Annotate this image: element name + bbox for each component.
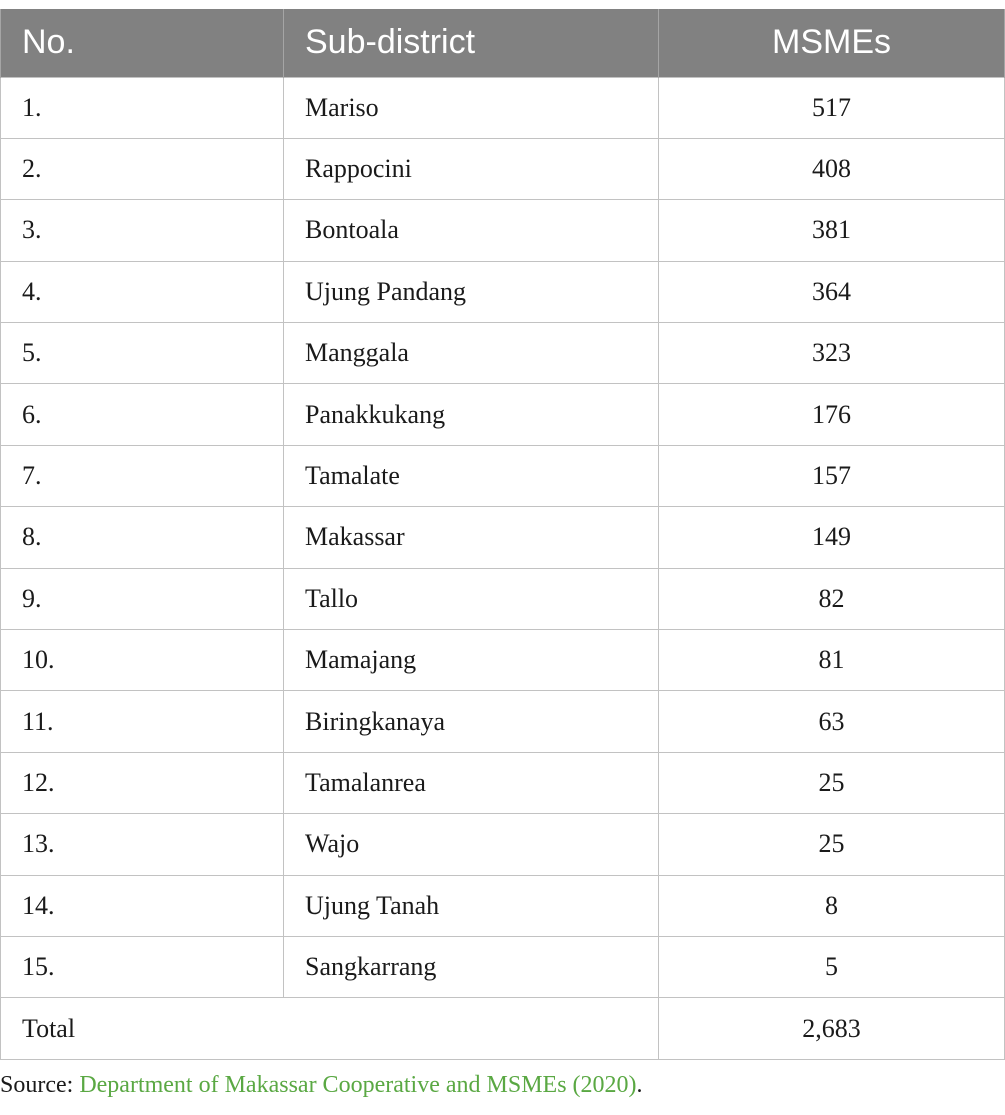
msme-count: 408 bbox=[659, 138, 1005, 199]
table-header-row bbox=[1, 9, 1005, 77]
sub-district-name: Tallo bbox=[284, 568, 659, 629]
table-row bbox=[1, 568, 1005, 629]
table-row bbox=[1, 936, 1005, 997]
sub-district-name: Rappocini bbox=[284, 138, 659, 199]
msme-count: 5 bbox=[659, 936, 1005, 997]
sub-district-name: Ujung Pandang bbox=[284, 261, 659, 322]
row-number: 3. bbox=[1, 200, 284, 261]
msme-count: 323 bbox=[659, 323, 1005, 384]
row-number: 2. bbox=[1, 138, 284, 199]
row-number: 5. bbox=[1, 323, 284, 384]
table-row bbox=[1, 200, 1005, 261]
sub-district-name: Bontoala bbox=[284, 200, 659, 261]
table-row bbox=[1, 752, 1005, 813]
total-value: 2,683 bbox=[659, 998, 1005, 1059]
sub-district-name: Panakkukang bbox=[284, 384, 659, 445]
row-number: 9. bbox=[1, 568, 284, 629]
table-row bbox=[1, 814, 1005, 875]
source-prefix: Source: bbox=[0, 1072, 80, 1098]
total-label: Total bbox=[1, 998, 659, 1059]
row-number: 8. bbox=[1, 507, 284, 568]
table-row bbox=[1, 445, 1005, 506]
column-header-msmes: MSMEs bbox=[659, 9, 1005, 77]
table-row bbox=[1, 384, 1005, 445]
sub-district-name: Biringkanaya bbox=[284, 691, 659, 752]
source-link[interactable]: Department of Makassar Cooperative and MSMEs (2020) bbox=[79, 1072, 637, 1098]
msme-count: 81 bbox=[659, 630, 1005, 691]
row-number: 10. bbox=[1, 630, 284, 691]
table-body bbox=[1, 77, 1005, 998]
sub-district-name: Makassar bbox=[284, 507, 659, 568]
msme-count: 63 bbox=[659, 691, 1005, 752]
row-number: 12. bbox=[1, 752, 284, 813]
sub-district-name: Manggala bbox=[284, 323, 659, 384]
row-number: 1. bbox=[1, 77, 284, 138]
column-header-sub-district: Sub-district bbox=[284, 9, 659, 77]
row-number: 11. bbox=[1, 691, 284, 752]
table-row bbox=[1, 261, 1005, 322]
row-number: 13. bbox=[1, 814, 284, 875]
table-row bbox=[1, 323, 1005, 384]
table-row bbox=[1, 875, 1005, 936]
table-row bbox=[1, 138, 1005, 199]
row-number: 6. bbox=[1, 384, 284, 445]
msme-count: 381 bbox=[659, 200, 1005, 261]
msme-count: 517 bbox=[659, 77, 1005, 138]
row-number: 14. bbox=[1, 875, 284, 936]
total-row bbox=[1, 998, 1005, 1059]
msme-count: 25 bbox=[659, 752, 1005, 813]
sub-district-name: Tamalanrea bbox=[284, 752, 659, 813]
source-note bbox=[0, 1072, 643, 1099]
sub-district-name: Mamajang bbox=[284, 630, 659, 691]
msme-count: 176 bbox=[659, 384, 1005, 445]
msme-count: 25 bbox=[659, 814, 1005, 875]
table-row bbox=[1, 691, 1005, 752]
sub-district-name: Tamalate bbox=[284, 445, 659, 506]
msme-count: 149 bbox=[659, 507, 1005, 568]
msme-count: 8 bbox=[659, 875, 1005, 936]
column-header-no: No. bbox=[1, 9, 284, 77]
table-row bbox=[1, 507, 1005, 568]
msme-table bbox=[0, 9, 1005, 1060]
source-suffix: . bbox=[636, 1072, 643, 1098]
row-number: 4. bbox=[1, 261, 284, 322]
row-number: 7. bbox=[1, 445, 284, 506]
msme-count: 157 bbox=[659, 445, 1005, 506]
sub-district-name: Ujung Tanah bbox=[284, 875, 659, 936]
row-number: 15. bbox=[1, 936, 284, 997]
msme-count: 82 bbox=[659, 568, 1005, 629]
table-row bbox=[1, 630, 1005, 691]
table-row bbox=[1, 77, 1005, 138]
sub-district-name: Wajo bbox=[284, 814, 659, 875]
sub-district-name: Sangkarrang bbox=[284, 936, 659, 997]
sub-district-name: Mariso bbox=[284, 77, 659, 138]
msme-count: 364 bbox=[659, 261, 1005, 322]
